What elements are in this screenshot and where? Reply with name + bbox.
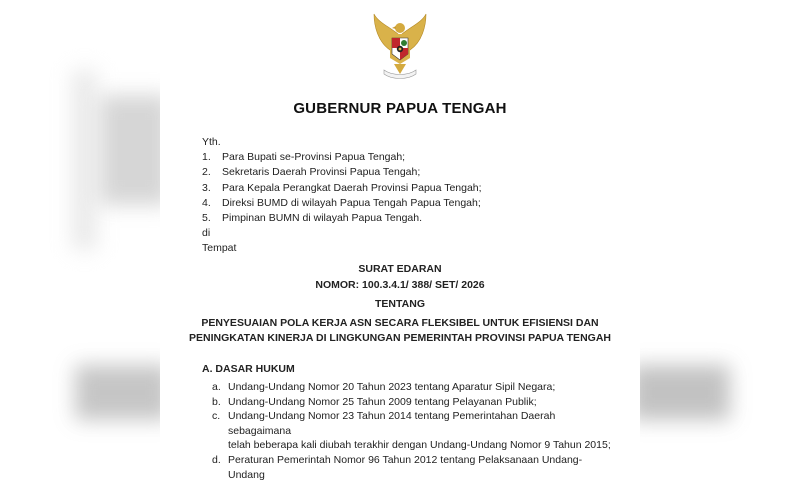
recipient-number: 5. [202, 212, 211, 225]
subject-line: PENYESUAIAN POLA KERJA ASN SECARA FLEKSIBEL UNTUK EFISIENSI DAN [201, 317, 599, 329]
item-text [228, 409, 612, 453]
recipient-item [202, 150, 482, 165]
item-text-line: telah beberapa kali diubah terakhir dengan Undang-Undang Nomor 9 Tahun 2015; [228, 439, 611, 452]
item-text: Peraturan Pemerintah Nomor 96 Tahun 2012 tentang Pelaksanaan Undang-Undang [228, 453, 583, 481]
item-letter: c. [212, 410, 221, 423]
recipient-text: Para Kepala Perangkat Daerah Provinsi Papua Tengah; [222, 181, 482, 194]
addressee-place: Tempat [202, 242, 237, 255]
recipient-item [202, 211, 482, 226]
legal-basis-heading: A. DASAR HUKUM [202, 363, 295, 375]
recipient-text: Sekretaris Daerah Provinsi Papua Tengah; [222, 166, 421, 179]
document-page [160, 0, 640, 481]
recipient-item [202, 196, 482, 211]
addressee-di: di [202, 227, 211, 240]
background-blur-shape [75, 365, 170, 420]
item-letter: b. [212, 395, 221, 408]
recipient-number: 3. [202, 181, 211, 194]
circular-title: SURAT EDARAN [358, 263, 442, 275]
recipient-number: 4. [202, 196, 211, 209]
circular-subject [160, 316, 640, 346]
item-letter: d. [212, 453, 221, 466]
legal-basis-item [212, 380, 612, 395]
recipient-number: 1. [202, 151, 211, 164]
recipient-text: Para Bupati se-Provinsi Papua Tengah; [222, 151, 406, 164]
legal-basis-list [212, 380, 612, 482]
about-label: TENTANG [375, 298, 425, 310]
legal-basis-item [212, 395, 612, 410]
circular-number: NOMOR: 100.3.4.1/ 388/ SET/ 2026 [315, 279, 485, 291]
recipient-item [202, 165, 482, 180]
salutation: Yth. [202, 136, 221, 148]
item-text-line: Undang-Undang Nomor 23 Tahun 2014 tentang Pemerintahan Daerah sebagaimana [228, 410, 556, 437]
recipient-item [202, 181, 482, 196]
subject-line: PENINGKATAN KINERJA DI LINGKUNGAN PEMERINTAH PROVINSI PAPUA TENGAH [189, 332, 611, 344]
background-blur-shape [630, 365, 730, 420]
item-text: Undang-Undang Nomor 25 Tahun 2009 tentang Pelayanan Publik; [228, 395, 537, 408]
legal-basis-item [212, 453, 612, 482]
recipient-number: 2. [202, 166, 211, 179]
recipient-text: Pimpinan BUMN di wilayah Papua Tengah. [222, 212, 423, 225]
governor-title: GUBERNUR PAPUA TENGAH [293, 100, 507, 117]
garuda-emblem-icon [370, 12, 430, 84]
item-letter: a. [212, 381, 221, 393]
addressee-block [202, 135, 482, 257]
legal-basis-item [212, 409, 612, 453]
background-blur-shape [72, 70, 97, 250]
recipient-text: Direksi BUMD di wilayah Papua Tengah Papua Tengah; [222, 196, 481, 209]
item-text: Undang-Undang Nomor 20 Tahun 2023 tentang Aparatur Sipil Negara; [228, 381, 556, 393]
